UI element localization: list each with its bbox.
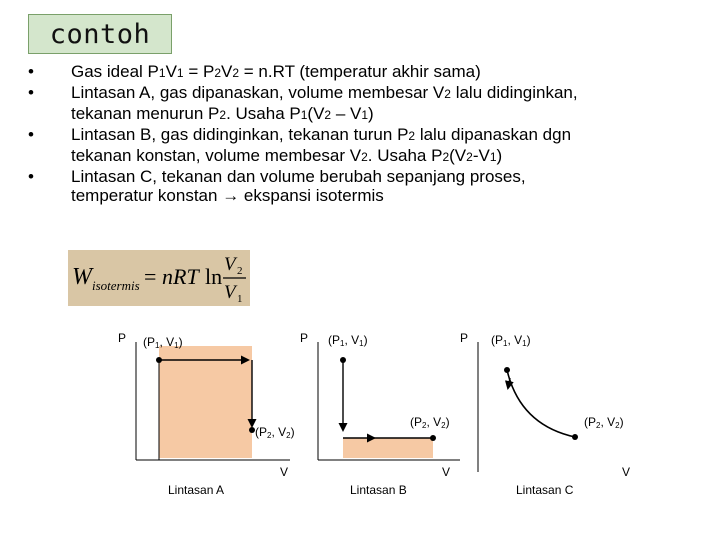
- bullet-1-line-1: Gas ideal P1V1 = P2V2 = n.RT (temperatur akhir sama): [71, 62, 481, 81]
- v-axis-label-b: V: [442, 465, 451, 479]
- formula-denominator: V: [224, 282, 236, 303]
- formula-nrt: nRT: [162, 264, 199, 289]
- start-label-c: (P1, V1): [491, 333, 531, 348]
- bullet-dot: •: [28, 125, 34, 144]
- bullet-3-line-1: Lintasan B, gas didinginkan, tekanan turun P2 lalu dipanaskan dgn: [71, 125, 572, 144]
- p-axis-label-c: P: [460, 331, 469, 345]
- start-label-b: (P1, V1): [328, 333, 368, 348]
- v-axis-label-a: V: [280, 465, 289, 479]
- isotherm-curve-c: [507, 370, 575, 437]
- work-area-a: [159, 436, 252, 458]
- p-axis-label-b: P: [300, 331, 309, 345]
- formula-svg: [68, 250, 250, 306]
- pv-diagrams: [0, 320, 720, 540]
- v-axis-label-c: V: [622, 465, 631, 479]
- bullet-dot: •: [28, 83, 34, 102]
- end-point-b: [430, 435, 436, 441]
- isotherm-arrow-c: [508, 378, 510, 388]
- diagram-lintasan-c: [460, 331, 630, 497]
- formula-numerator-sub: 2: [237, 265, 243, 277]
- slide-title: contoh: [49, 18, 151, 50]
- end-label-c: (P2, V2): [584, 415, 624, 430]
- start-label-a: (P1, V1): [143, 335, 183, 350]
- slide-title-box: [28, 14, 172, 54]
- formula-w: W: [72, 264, 92, 290]
- end-label-a: (P2, V2): [255, 425, 295, 440]
- caption-c: Lintasan C: [516, 483, 574, 497]
- work-area-b: [343, 438, 433, 458]
- bullet-3-line-2: tekanan konstan, volume membesar V2. Usaha P2(V2-V1): [71, 146, 503, 165]
- bullet-list: [28, 62, 718, 205]
- formula-subscript: isotermis: [92, 278, 140, 293]
- diagram-lintasan-b: [300, 331, 460, 497]
- bullet-item-3: [28, 125, 718, 167]
- bullet-item-2: [28, 83, 718, 125]
- bullet-dot: •: [28, 167, 34, 186]
- p-axis-label-a: P: [118, 331, 127, 345]
- formula-equals: =: [144, 264, 157, 289]
- bullet-4-line-2: temperatur konstan → ekspansi isotermis: [71, 186, 384, 205]
- end-label-b: (P2, V2): [410, 415, 450, 430]
- isothermal-work-formula: [68, 250, 250, 306]
- formula-denominator-sub: 1: [237, 293, 243, 305]
- caption-b: Lintasan B: [350, 483, 407, 497]
- bullet-item-4: [28, 167, 718, 205]
- bullet-4-line-1: Lintasan C, tekanan dan volume berubah sepanjang proses,: [71, 167, 526, 186]
- arrow-right-icon: →: [222, 186, 240, 205]
- end-point-c: [572, 434, 578, 440]
- caption-a: Lintasan A: [168, 483, 225, 497]
- diagram-lintasan-a: [118, 331, 295, 497]
- formula-ln: ln: [205, 264, 223, 289]
- bullet-2-line-1: Lintasan A, gas dipanaskan, volume membesar V2 lalu didinginkan,: [71, 83, 578, 102]
- bullet-item-1: [28, 62, 718, 83]
- formula-numerator: V: [224, 254, 236, 275]
- bullet-2-line-2: tekanan menurun P2. Usaha P1(V2 – V1): [71, 104, 374, 123]
- bullet-dot: •: [28, 62, 34, 81]
